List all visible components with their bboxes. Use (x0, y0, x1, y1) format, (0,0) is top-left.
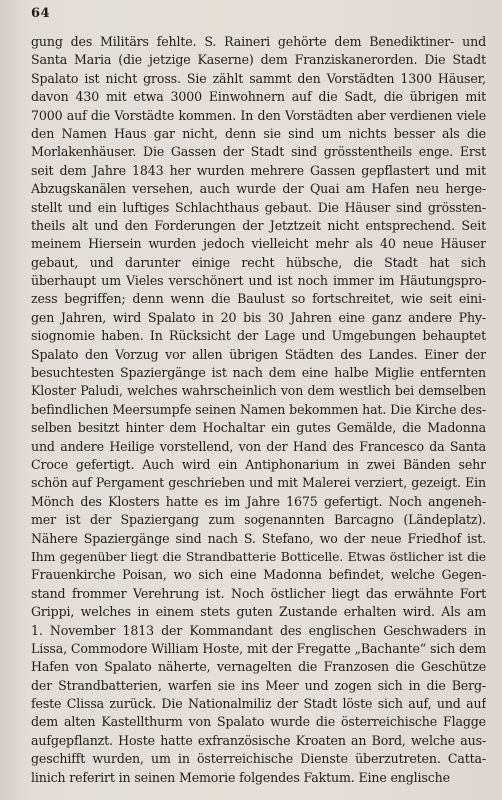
text-line: und andere Heilige vorstellend, von der Hand des Francesco da Santa (31, 438, 486, 454)
body-text (31, 33, 486, 787)
text-line: gen Jahren, wird Spalato in 20 bis 30 Jahren eine ganz andere Phy- (31, 309, 486, 325)
text-line: mer ist der Spaziergang zum sogenannten Barcagno (Ländeplatz). (31, 512, 486, 528)
text-line: feste Clissa zurück. Die Nationalmiliz der Stadt löste sich auf, und auf (31, 696, 486, 712)
text-line: siognomie haben. In Rücksicht der Lage und Umgebungen behauptet (31, 328, 486, 344)
text-line: überhaupt um Vieles verschönert und ist noch immer im Häutungspro- (31, 273, 486, 289)
text-line: zess begriffen; denn wenn die Baulust so fortschreitet, wie seit eini- (31, 291, 486, 307)
text-line: Spalato ist nicht gross. Sie zählt sammt den Vorstädten 1300 Häuser, (31, 70, 486, 86)
page-number: 64 (31, 6, 51, 21)
text-line: Santa Maria (die jetzige Kaserne) dem Franziskanerorden. Die Stadt (31, 52, 486, 68)
text-line: befindlichen Meersumpfe seinen Namen bekommen hat. Die Kirche des- (31, 401, 486, 417)
text-line: Spalato den Vorzug vor allen übrigen Städten des Landes. Einer der (31, 346, 486, 362)
text-line: linich referirt in seinen Memorie folgendes Faktum. Eine englische (31, 769, 450, 785)
text-line: meinem Hiersein wurden jedoch vielleicht mehr als 40 neue Häuser (31, 236, 486, 252)
text-line: Nähere Spaziergänge sind nach S. Stefano, wo der neue Friedhof ist. (31, 530, 486, 546)
text-line: Kloster Paludi, welches wahrscheinlich von dem westlich bei demselben (31, 383, 486, 399)
text-line: gung des Militärs fehlte. S. Raineri gehörte dem Benediktiner- und (31, 34, 486, 49)
text-line: Abzugskanälen versehen, auch wurde der Quai am Hafen neu herge- (31, 181, 486, 197)
text-line: gebaut, und darunter einige recht hübsche, die Stadt hat sich (31, 254, 486, 270)
text-line: theils alt und den Forderungen der Jetztzeit nicht entsprechend. Seit (31, 217, 486, 233)
text-line: 1. November 1813 der Kommandant des englischen Geschwaders in (31, 622, 486, 638)
text-line: geschifft wurden, um in österreichische Dienste überzutreten. Catta- (31, 751, 486, 767)
text-line: dem alten Kastellthurm von Spalato wurde die österreichische Flagge (31, 714, 486, 730)
text-line: besuchtesten Spaziergänge ist nach dem eine halbe Miglie entfernten (31, 365, 486, 381)
text-line: der Strandbatterien, warfen sie ins Meer und zogen sich in die Berg- (31, 677, 486, 693)
text-line: Lissa, Commodore William Hoste, mit der Fregatte „Bachante“ sich dem (31, 640, 486, 656)
text-line: selben besitzt hinter dem Hochaltar ein gutes Gemälde, die Madonna (31, 420, 486, 436)
text-line: davon 430 mit etwa 3000 Einwohnern auf die Sadt, die übrigen mit (31, 89, 486, 105)
text-line: aufgepflanzt. Hoste hatte exfranzösische Kroaten an Bord, welche aus- (31, 732, 486, 748)
text-line: Mönch des Klosters hatte es im Jahre 1675 gefertigt. Noch angeneh- (31, 493, 486, 509)
text-line: Croce gefertigt. Auch wird ein Antiphonarium in zwei Bänden sehr (31, 456, 486, 472)
text-line: Hafen von Spalato näherte, vernagelten die Franzosen die Geschütze (31, 659, 486, 675)
text-line: 7000 auf die Vorstädte kommen. In den Vorstädten aber verdienen viele (31, 107, 486, 123)
text-line: stellt und ein luftiges Schlachthaus gebaut. Die Häuser sind grössten- (31, 199, 486, 215)
text-line: den Namen Haus gar nicht, denn sie sind um nichts besser als die (31, 125, 486, 141)
text-line: Morlakenhäuser. Die Gassen der Stadt sind grösstentheils enge. Erst (31, 144, 486, 160)
text-line: Frauenkirche Poisan, wo sich eine Madonna befindet, welche Gegen- (31, 567, 486, 583)
text-line: stand frommer Verehrung ist. Noch östlicher liegt das erwähnte Fort (31, 585, 486, 601)
text-line: Ihm gegenüber liegt die Strandbatterie Botticelle. Etwas östlicher ist die (31, 548, 486, 564)
text-line: seit dem Jahre 1843 her wurden mehrere Gassen gepflastert und mit (31, 162, 486, 178)
text-line: Grippi, welches in einem stets guten Zustande erhalten wird. Als am (31, 604, 486, 620)
text-line: schön auf Pergament geschrieben und mit Malerei verziert, gezeigt. Ein (31, 475, 486, 491)
